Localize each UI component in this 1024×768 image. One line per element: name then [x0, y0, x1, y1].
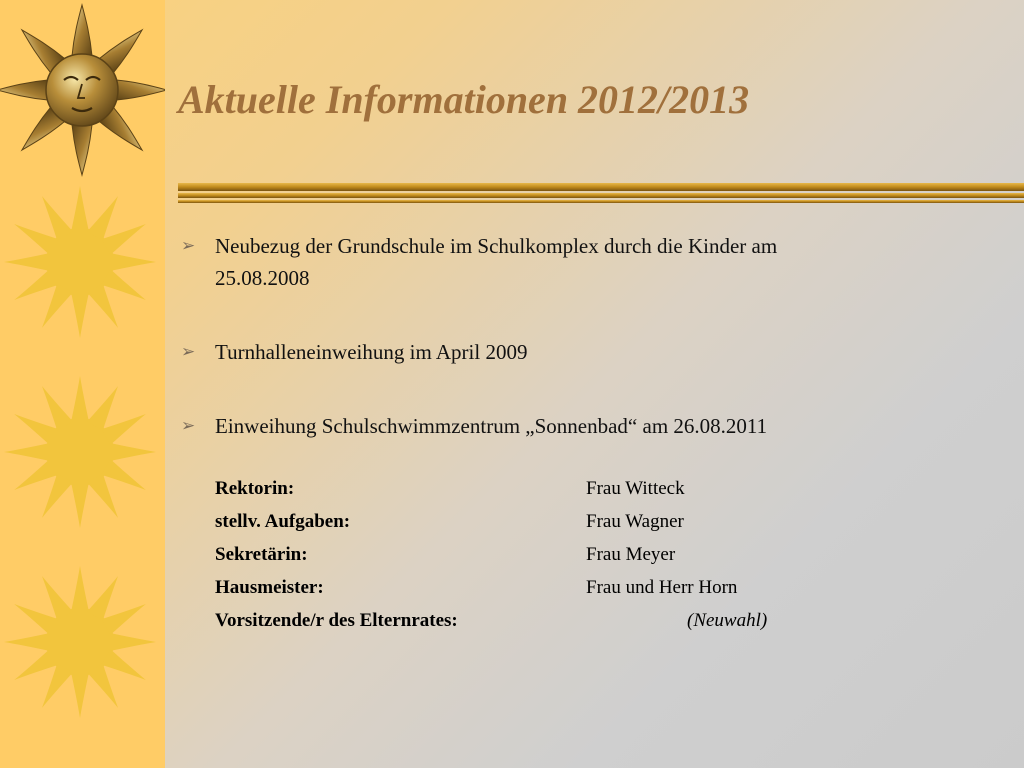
staff-role: Rektorin: [215, 478, 295, 499]
staff-role: Vorsitzende/r des Elternrates: [215, 610, 458, 631]
staff-table [215, 475, 915, 640]
staff-row [215, 574, 915, 607]
bullet-list [178, 230, 978, 442]
staff-name: Frau Witteck [586, 478, 685, 499]
arrow-bullet-icon: ➢ [181, 236, 196, 255]
staff-row [215, 475, 915, 508]
bullet-text-continued: 25.08.2008 [215, 266, 310, 290]
sun-icon [4, 186, 156, 338]
staff-name: Frau und Herr Horn [586, 577, 738, 598]
staff-name: Frau Meyer [586, 544, 676, 565]
staff-role: Sekretärin: [215, 544, 308, 565]
bullet-text: Einweihung Schulschwimmzentrum „Sonnenbad“ am 26.08.2011 [215, 414, 768, 438]
sun-face-icon [0, 5, 165, 175]
bullet-text: Turnhalleneinweihung im April 2009 [215, 340, 528, 364]
staff-name: Frau Wagner [586, 511, 684, 532]
sidebar-graphics [0, 0, 165, 768]
staff-row [215, 607, 915, 640]
arrow-bullet-icon: ➢ [181, 416, 196, 435]
decorative-sidebar [0, 0, 165, 768]
sun-icon [4, 566, 156, 718]
bullet-item [178, 410, 978, 442]
staff-row [215, 508, 915, 541]
staff-role: Hausmeister: [215, 577, 324, 598]
bullet-text: Neubezug der Grundschule im Schulkomplex durch die Kinder am [215, 234, 778, 258]
bullet-item [178, 336, 978, 368]
sun-icon [4, 376, 156, 528]
title-divider [178, 183, 1024, 205]
bullet-item [178, 230, 978, 294]
arrow-bullet-icon: ➢ [181, 342, 196, 361]
slide-title: Aktuelle Informationen 2012/2013 [178, 77, 750, 122]
staff-role: stellv. Aufgaben: [215, 511, 351, 532]
staff-name: (Neuwahl) [687, 610, 768, 631]
staff-row [215, 541, 915, 574]
